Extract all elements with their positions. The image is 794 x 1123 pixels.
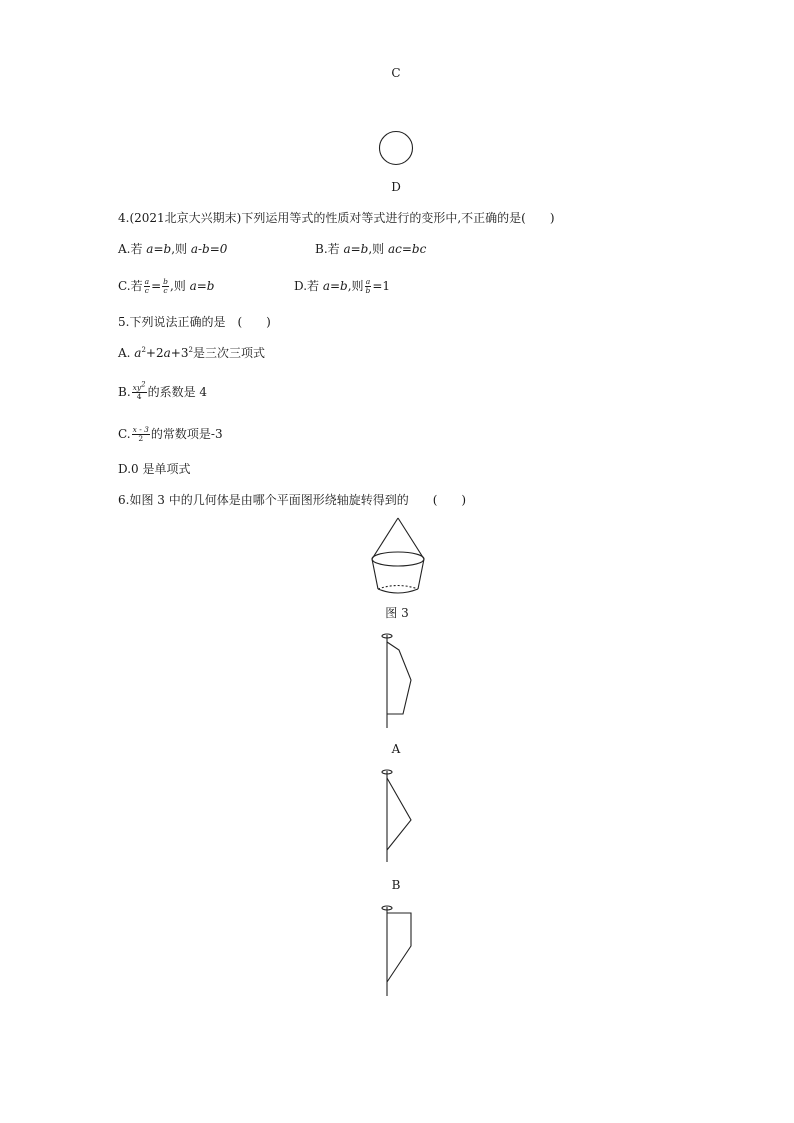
q5-option-a: A. $a^2+2a+3^2$是三次三项式 <box>118 346 265 360</box>
fraction-b-over-c: $\frac{b}{c}$ <box>163 277 168 295</box>
option-a-figure <box>376 632 416 730</box>
bottom-arc-front <box>378 589 418 593</box>
q4-option-c: C.若 $\frac{a}{c}$ = $\frac{b}{c}$ ,则 a=b <box>118 277 215 295</box>
option-label-b: B <box>391 878 401 892</box>
q4-stem: 4.(2021北京大兴期末)下列运用等式的性质对等式进行的变形中,不正确的是( ) <box>118 211 555 225</box>
shape-outline <box>387 778 411 850</box>
circle-shape <box>380 132 413 165</box>
option-label-a: A <box>391 742 401 756</box>
figure-3-caption: 图 3 <box>385 606 409 620</box>
fraction-xy2-over-4: $\frac{xy^2}{4}$ <box>132 380 146 401</box>
fraction-a-over-c: $\frac{a}{c}$ <box>144 277 150 295</box>
q5-stem: 5.下列说法正确的是 ( ) <box>118 315 271 329</box>
q4-option-d: D.若 a=b,则 $\frac{a}{b}$ =1 <box>294 277 391 295</box>
circle-figure <box>378 130 414 166</box>
option-label-d-prev: D <box>391 180 401 194</box>
fraction-a-over-b: $\frac{a}{b}$ <box>365 277 371 295</box>
option-c-figure <box>376 904 416 998</box>
q4-option-b: B.若 a=b,则 ac=bc <box>315 242 427 256</box>
fraction-x-minus-3-over-2: $\frac{x - 3}{2}$ <box>132 425 149 443</box>
q5-option-c: C. $\frac{x - 3}{2}$ 的常数项是-3 <box>118 425 223 443</box>
q6-stem: 6.如图 3 中的几何体是由哪个平面图形绕轴旋转得到的 ( ) <box>118 493 467 507</box>
cone-frustum-figure <box>368 515 428 597</box>
cone-right-edge <box>398 518 424 589</box>
cone-left-edge <box>372 518 398 589</box>
shape-outline <box>387 913 411 982</box>
q4-option-a: A.若 a=b,则 a-b=0 <box>118 242 228 256</box>
bottom-arc-back <box>378 586 418 590</box>
option-label-c-prev: C <box>391 66 401 80</box>
middle-ellipse <box>372 552 424 566</box>
option-b-figure <box>376 768 416 864</box>
shape-outline <box>387 642 411 714</box>
q5-option-b: B. $\frac{xy^2}{4}$ 的系数是 4 <box>118 380 208 401</box>
q5-option-d: D.0 是单项式 <box>118 462 191 476</box>
